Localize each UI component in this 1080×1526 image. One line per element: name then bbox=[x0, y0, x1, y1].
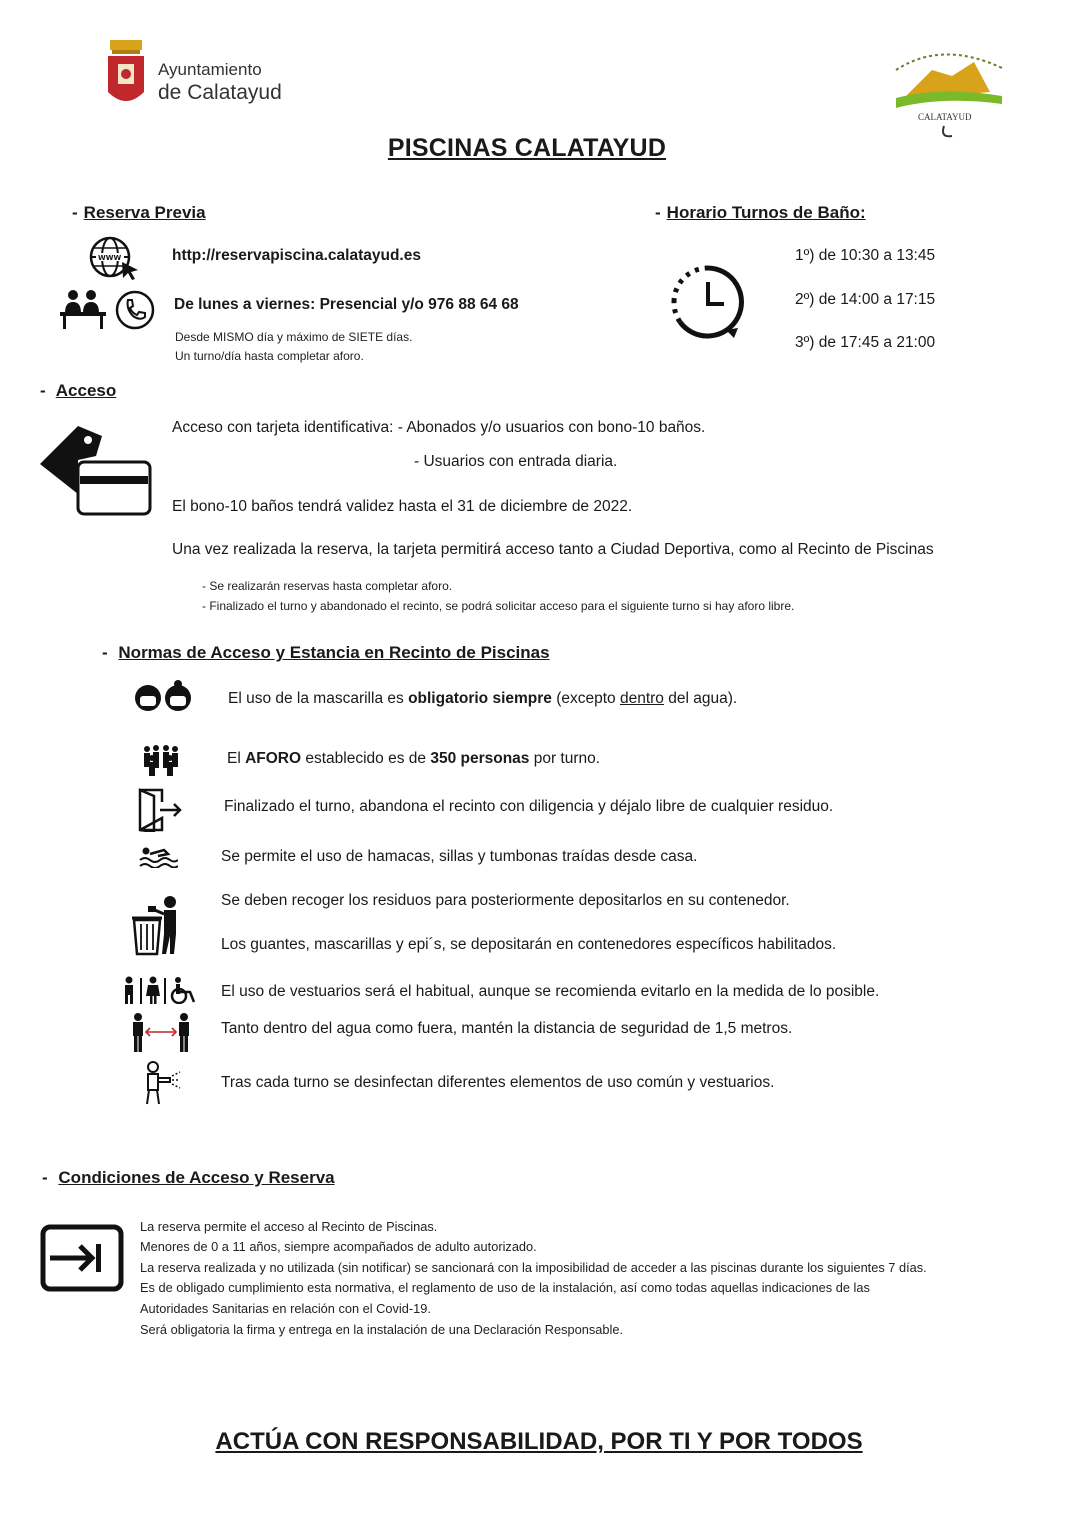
acceso-bullet-2: - Finalizado el turno y abandonado el recinto, se podrá solicitar acceso para el siguiente turno si hay aforo libre. bbox=[202, 599, 795, 613]
acceso-line-1: Acceso con tarjeta identificativa: - Abonados y/o usuarios con bono-10 baños. bbox=[172, 419, 706, 436]
reserva-heading: - Reserva Previa bbox=[72, 203, 206, 222]
page-title: PISCINAS CALATAYUD bbox=[387, 134, 667, 162]
turno-2: 2º) de 14:00 a 17:15 bbox=[795, 291, 936, 308]
svg-text:WWW: WWW bbox=[98, 254, 122, 262]
globe-cursor-icon bbox=[88, 236, 142, 280]
rule-mask: El uso de la mascarilla es obligatorio siempre (excepto dentro del agua). bbox=[228, 690, 738, 707]
condicion-4: Es de obligado cumplimiento esta normativa, el reglamento de uso de la instalación, así como todas aquellas indicaciones de las bbox=[140, 1280, 870, 1295]
reserva-note-1: Desde MISMO día y máximo de SIETE días. bbox=[175, 330, 413, 344]
disinfect-icon bbox=[140, 1060, 182, 1106]
normas-heading: - Normas de Acceso y Estancia en Recinto de Piscinas bbox=[102, 643, 550, 662]
condiciones-heading: - Condiciones de Acceso y Reserva bbox=[42, 1168, 335, 1187]
rule-salida: Finalizado el turno, abandona el recinto con diligencia y déjalo libre de cualquier residuo. bbox=[224, 798, 834, 815]
mask-icon bbox=[132, 680, 196, 718]
rule-vestuarios: El uso de vestuarios será el habitual, aunque se recomienda evitarlo en la medida de lo posible. bbox=[221, 983, 880, 1000]
acceso-line-4: Una vez realizada la reserva, la tarjeta permitirá acceso tanto a Ciudad Deportiva, como al Recinto de Piscinas bbox=[172, 541, 934, 558]
ayuntamiento-logo bbox=[96, 38, 296, 114]
restroom-icon bbox=[120, 976, 198, 1004]
crowd-icon bbox=[142, 744, 180, 776]
phone-icon bbox=[114, 289, 156, 331]
turno-3: 3º) de 17:45 a 21:00 bbox=[795, 334, 936, 351]
acceso-line-3: El bono-10 baños tendrá validez hasta el 31 de diciembre de 2022. bbox=[172, 498, 633, 515]
condicion-5: Autoridades Sanitarias en relación con el Covid-19. bbox=[140, 1301, 431, 1316]
horario-heading: - Horario Turnos de Baño: bbox=[655, 203, 866, 222]
condicion-3: La reserva realizada y no utilizada (sin notificar) se sancionará con la imposibilidad de acceder a las piscinas durante los siguientes 7 días. bbox=[140, 1260, 927, 1275]
rule-aforo: El AFORO establecido es de 350 personas por turno. bbox=[227, 750, 601, 767]
trash-bin-icon bbox=[130, 894, 182, 956]
reserva-presencial: De lunes a viernes: Presencial y/o 976 88 64 68 bbox=[174, 296, 519, 313]
card-tag-icon bbox=[38, 424, 154, 518]
reserva-url[interactable]: http://reservapiscina.calatayud.es bbox=[172, 247, 421, 264]
login-icon bbox=[40, 1224, 124, 1292]
acceso-line-2: - Usuarios con entrada diaria. bbox=[414, 453, 618, 470]
reserva-note-2: Un turno/día hasta completar aforo. bbox=[175, 349, 364, 363]
logo-line-1: Ayuntamiento bbox=[158, 60, 262, 79]
rule-guantes: Los guantes, mascarillas y epi´s, se depositarán en contenedores específicos habilitados. bbox=[221, 936, 837, 953]
swimmer-icon bbox=[138, 846, 178, 868]
rule-distancia: Tanto dentro del agua como fuera, mantén la distancia de seguridad de 1,5 metros. bbox=[221, 1020, 793, 1037]
condicion-1: La reserva permite el acceso al Recinto de Piscinas. bbox=[140, 1219, 438, 1234]
acceso-bullet-1: - Se realizarán reservas hasta completar aforo. bbox=[202, 579, 453, 593]
distance-icon bbox=[130, 1012, 194, 1052]
condicion-2: Menores de 0 a 11 años, siempre acompañados de adulto autorizado. bbox=[140, 1239, 537, 1254]
turno-1: 1º) de 10:30 a 13:45 bbox=[795, 247, 936, 264]
logo-line-2: de Calatayud bbox=[158, 81, 282, 104]
coat-of-arms-logo bbox=[104, 40, 148, 110]
exit-door-icon bbox=[136, 788, 184, 832]
attendants-icon bbox=[60, 289, 106, 329]
condicion-6: Será obligatoria la firma y entrega en la instalación de una Declaración Responsable. bbox=[140, 1322, 624, 1337]
rule-hamacas: Se permite el uso de hamacas, sillas y tumbonas traídas desde casa. bbox=[221, 848, 698, 865]
svg-text:CALATAYUD: CALATAYUD bbox=[918, 112, 972, 122]
pool-logo bbox=[882, 40, 1012, 140]
footer-slogan: ACTÚA CON RESPONSABILIDAD, POR TI Y POR TODOS bbox=[215, 1428, 863, 1455]
acceso-heading: - Acceso bbox=[40, 381, 117, 400]
rule-desinfeccion: Tras cada turno se desinfectan diferentes elementos de uso común y vestuarios. bbox=[221, 1074, 775, 1091]
clock-icon bbox=[668, 262, 748, 342]
rule-residuos: Se deben recoger los residuos para posteriormente depositarlos en su contenedor. bbox=[221, 892, 790, 909]
